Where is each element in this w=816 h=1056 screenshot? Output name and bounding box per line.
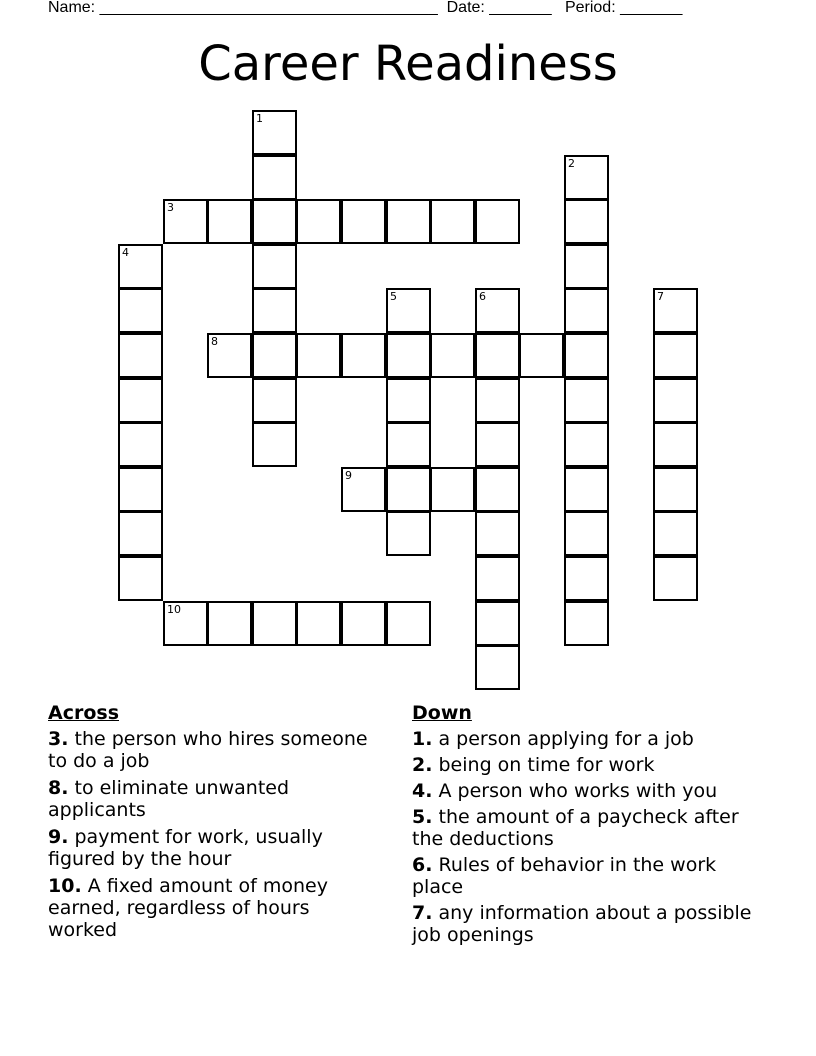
clue-number: 1 (256, 112, 263, 125)
grid-cell[interactable] (564, 288, 609, 333)
clue-number: 6 (479, 290, 486, 303)
grid-cell[interactable] (341, 199, 386, 244)
grid-cell[interactable] (118, 378, 163, 423)
grid-cell[interactable] (653, 378, 698, 423)
clue-number: 8 (211, 335, 218, 348)
grid-cell[interactable] (252, 601, 297, 646)
grid-cell[interactable] (475, 333, 520, 378)
down-clues (412, 702, 772, 950)
grid-cell[interactable] (475, 556, 520, 601)
period-field[interactable]: _______ (620, 0, 683, 16)
date-label: Date: (446, 0, 490, 16)
grid-cell[interactable] (118, 333, 163, 378)
clue-number: 7 (657, 290, 664, 303)
grid-cell[interactable] (386, 333, 431, 378)
grid-cell[interactable] (386, 511, 431, 556)
grid-cell[interactable] (163, 601, 208, 646)
grid-cell[interactable] (341, 333, 386, 378)
name-label: Name: (48, 0, 100, 16)
clue-down-5: 5. the amount of a paycheck after the deductions (412, 806, 739, 850)
clue-across-8: 8. to eliminate unwanted applicants (48, 777, 290, 821)
grid-cell[interactable] (118, 422, 163, 467)
grid-cell[interactable] (519, 333, 564, 378)
clue-across-10: 10. A fixed amount of money earned, regardless of hours worked (48, 875, 328, 941)
grid-cell[interactable] (341, 467, 386, 512)
clue-number: 9 (345, 469, 352, 482)
grid-cell[interactable] (475, 422, 520, 467)
name-field[interactable]: ______________________________________ (99, 0, 438, 16)
grid-cell[interactable] (386, 422, 431, 467)
grid-cell[interactable] (252, 244, 297, 289)
clue-down-4: 4. A person who works with you (412, 780, 718, 802)
date-field[interactable]: _______ (489, 0, 552, 16)
down-heading: Down (412, 702, 472, 724)
grid-cell[interactable] (430, 199, 475, 244)
grid-cell[interactable] (296, 199, 341, 244)
grid-cell[interactable] (475, 378, 520, 423)
grid-cell[interactable] (252, 422, 297, 467)
grid-cell[interactable] (296, 601, 341, 646)
clue-down-1: 1. a person applying for a job (412, 728, 694, 750)
grid-cell[interactable] (564, 556, 609, 601)
grid-cell[interactable] (475, 645, 520, 690)
grid-cell[interactable] (118, 467, 163, 512)
grid-cell[interactable] (252, 288, 297, 333)
across-heading: Across (48, 702, 120, 724)
grid-cell[interactable] (564, 244, 609, 289)
grid-cell[interactable] (564, 155, 609, 200)
grid-cell[interactable] (564, 511, 609, 556)
clue-down-2: 2. being on time for work (412, 754, 655, 776)
period-label: Period: (564, 0, 621, 16)
grid-cell[interactable] (118, 288, 163, 333)
grid-cell[interactable] (207, 199, 252, 244)
grid-cell[interactable] (653, 511, 698, 556)
grid-cell[interactable] (430, 467, 475, 512)
grid-cell[interactable] (475, 511, 520, 556)
clue-down-7: 7. any information about a possible job openings (412, 902, 752, 946)
clue-across-3: 3. the person who hires someone to do a job (48, 728, 368, 772)
grid-cell[interactable] (386, 601, 431, 646)
grid-cell[interactable] (252, 199, 297, 244)
grid-cell[interactable] (475, 467, 520, 512)
grid-cell[interactable] (653, 422, 698, 467)
clue-number: 4 (122, 246, 129, 259)
grid-cell[interactable] (653, 556, 698, 601)
grid-cell[interactable] (296, 333, 341, 378)
grid-cell[interactable] (118, 511, 163, 556)
grid-cell[interactable] (564, 333, 609, 378)
grid-cell[interactable] (118, 556, 163, 601)
grid-cell[interactable] (386, 199, 431, 244)
grid-cell[interactable] (252, 155, 297, 200)
clue-number: 2 (568, 157, 575, 170)
grid-cell[interactable] (564, 601, 609, 646)
clue-number: 10 (167, 603, 181, 616)
grid-cell[interactable] (430, 333, 475, 378)
grid-cell[interactable] (475, 199, 520, 244)
grid-cell[interactable] (207, 601, 252, 646)
grid-cell[interactable] (386, 288, 431, 333)
grid-cell[interactable] (475, 288, 520, 333)
grid-cell[interactable] (252, 333, 297, 378)
grid-cell[interactable] (475, 601, 520, 646)
grid-cell[interactable] (163, 199, 208, 244)
grid-cell[interactable] (564, 378, 609, 423)
grid-cell[interactable] (564, 199, 609, 244)
clue-across-9: 9. payment for work, usually figured by the hour (48, 826, 323, 870)
across-clues (48, 702, 378, 946)
grid-cell[interactable] (118, 244, 163, 289)
clue-down-6: 6. Rules of behavior in the work place (412, 854, 717, 898)
grid-cell[interactable] (386, 378, 431, 423)
grid-cell[interactable] (653, 333, 698, 378)
grid-cell[interactable] (564, 467, 609, 512)
grid-cell[interactable] (252, 378, 297, 423)
grid-cell[interactable] (386, 467, 431, 512)
clue-number: 3 (167, 201, 174, 214)
grid-cell[interactable] (564, 422, 609, 467)
page-title: Career Readiness (198, 36, 618, 92)
grid-cell[interactable] (653, 288, 698, 333)
grid-cell[interactable] (341, 601, 386, 646)
clue-number: 5 (390, 290, 397, 303)
grid-cell[interactable] (207, 333, 252, 378)
grid-cell[interactable] (653, 467, 698, 512)
grid-cell[interactable] (252, 110, 297, 155)
